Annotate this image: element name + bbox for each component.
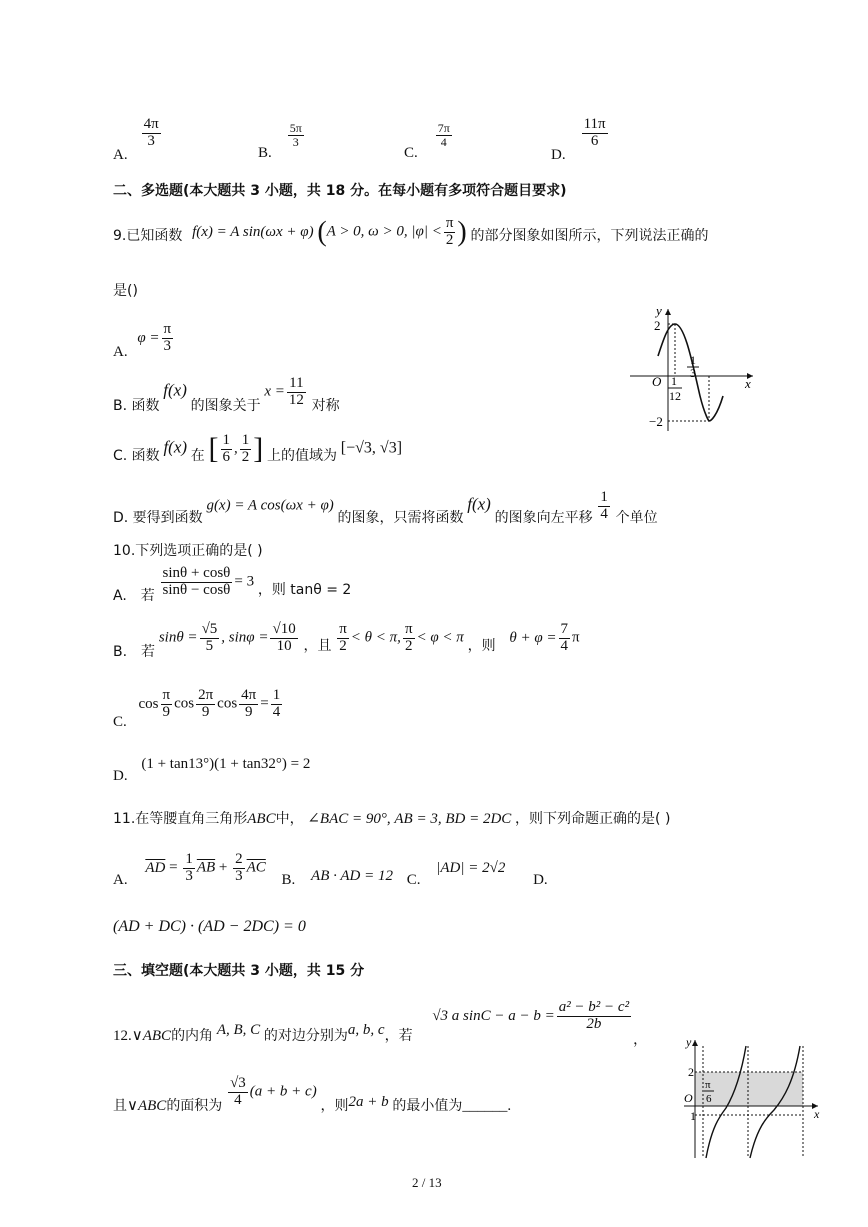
q10-title: 10.下列选项正确的是( )	[113, 543, 263, 559]
q9-graph-y-top: 2	[654, 318, 661, 333]
q8-option-b	[258, 121, 306, 161]
q9-graph-y-label: y	[656, 306, 662, 318]
q12-graph-pi-den: 6	[706, 1093, 712, 1105]
q9-stem-line2: 是()	[113, 283, 138, 299]
q12-line2: 且∨ABC的面积为 $\frac{√3}{4}$ (a + b + c) ，则2a + b 的最小值为______.	[113, 1075, 512, 1114]
q9-option-b: B. 函数 f(x) 的图象关于 x = $\frac{11}{12}$ 对称	[113, 375, 340, 414]
q10-option-b: B. 若 sinθ = $\frac{√5}{5}$ , sinφ = $\frac{√10}{10}$ ，且 $\frac{\pi}{2}$ < θ < π, $\frac{\pi}{2}$ < φ < π ，则 θ + φ = $\frac{7}{4}$ π	[113, 621, 580, 660]
q11-option-d-expr: (AD + DC) · (AD − 2DC) = 0	[113, 918, 306, 935]
q9-graph-x-twelfth-den: 12	[669, 389, 681, 403]
q8-option-b-label: B.	[258, 144, 272, 161]
q10-option-d: D. (1 + tan13°)(1 + tan32°) = 2	[113, 756, 311, 784]
q12-graph-y-label: y	[686, 1036, 692, 1049]
q12-graph-y2: 2	[688, 1065, 694, 1079]
q12-graph-x-label: x	[814, 1107, 820, 1121]
section2-title: 二、多选题(本大题共 3 小题，共 18 分。在每小题有多项符合题目要求)	[113, 183, 567, 199]
q12-stem: 12.∨ABC的内角 A, B, C 的对边分别为a, b, c，若 √3 a sinC − a − b = $\frac{\text{a² − b² − c²}}{2b}$ ，	[113, 999, 648, 1048]
q9-option-d: D. 要得到函数 g(x) = A cos(ωx + φ) 的图象，只需将函数 f(x) 的图象向左平移 $\frac{1}{4}$ 个单位	[113, 489, 658, 526]
q9-option-a: A. φ = $\frac{\pi}{3}$	[113, 321, 172, 360]
q8-option-d-value: $\frac{11\pi}{6}$	[583, 116, 606, 149]
q9-graph-x-twelfth-num: 1	[671, 374, 677, 388]
q8-option-a	[113, 116, 163, 163]
q9-graph-y-bottom: −2	[649, 414, 663, 429]
q8-option-c	[404, 121, 454, 161]
q8-option-c-value: $\frac{7\pi}{4}$	[437, 121, 450, 149]
page-number: 2 / 13	[412, 1175, 442, 1190]
section3-title: 三、填空题(本大题共 3 小题，共 15 分	[113, 963, 365, 979]
q12-tan-graph	[682, 1036, 824, 1160]
q11-stem: 11.在等腰直角三角形ABC中， ∠BAC = 90°, AB = 3, BD = 2DC ，则下列命题正确的是( )	[113, 811, 671, 827]
q8-option-d-label: D.	[551, 146, 566, 163]
q8-option-a-value: $\frac{4\pi}{3}$	[143, 116, 159, 149]
q9-graph-x-label: x	[745, 376, 751, 391]
q10-option-a: A. 若 $\frac{\sin\theta + \cos\theta}{\sin\theta - \cos\theta}$ = 3 ，则 tanθ = 2	[113, 565, 352, 604]
q12-graph-y1: 1	[690, 1109, 696, 1123]
q9-graph-x-third-den: 3	[690, 366, 696, 380]
q9-sine-graph	[625, 306, 760, 436]
q8-option-a-label: A.	[113, 146, 128, 163]
q12-graph-pi-num: π	[705, 1079, 711, 1091]
q12-graph-origin: O	[684, 1091, 693, 1105]
q10-option-c: C. cos $\frac{\pi}{9}$ cos $\frac{2\pi}{9}$ cos $\frac{4\pi}{9}$ = $\frac{1}{4}$	[113, 687, 281, 730]
q9-graph-x-third-num: 1	[690, 353, 696, 367]
q9-graph-origin: O	[652, 374, 662, 389]
q9-option-c: C. 函数 f(x) 在 [ $\frac{1}{6}$ , $\frac{1}{2}$ ] 上的值域为 [−√3, √3]	[113, 431, 403, 465]
q8-option-b-value: $\frac{5\pi}{3}$	[289, 121, 302, 149]
q11-options: A. $\overline{AD}$ = $\frac{1}{3}$ $\overline{AB}$ + $\frac{2}{3}$ $\overline{AC}$ B. AB · AD = 12 C. |AD| = 2√2 D.	[113, 851, 548, 888]
q9-stem: 9.已知函数 f(x) = A sin(ωx + φ) (A > 0, ω > 0, |φ| < $\frac{\pi}{2}$ ) 的部分图象如图所示，下列说法正确的	[113, 215, 709, 248]
q8-option-c-label: C.	[404, 144, 418, 161]
q8-option-d	[551, 116, 610, 163]
